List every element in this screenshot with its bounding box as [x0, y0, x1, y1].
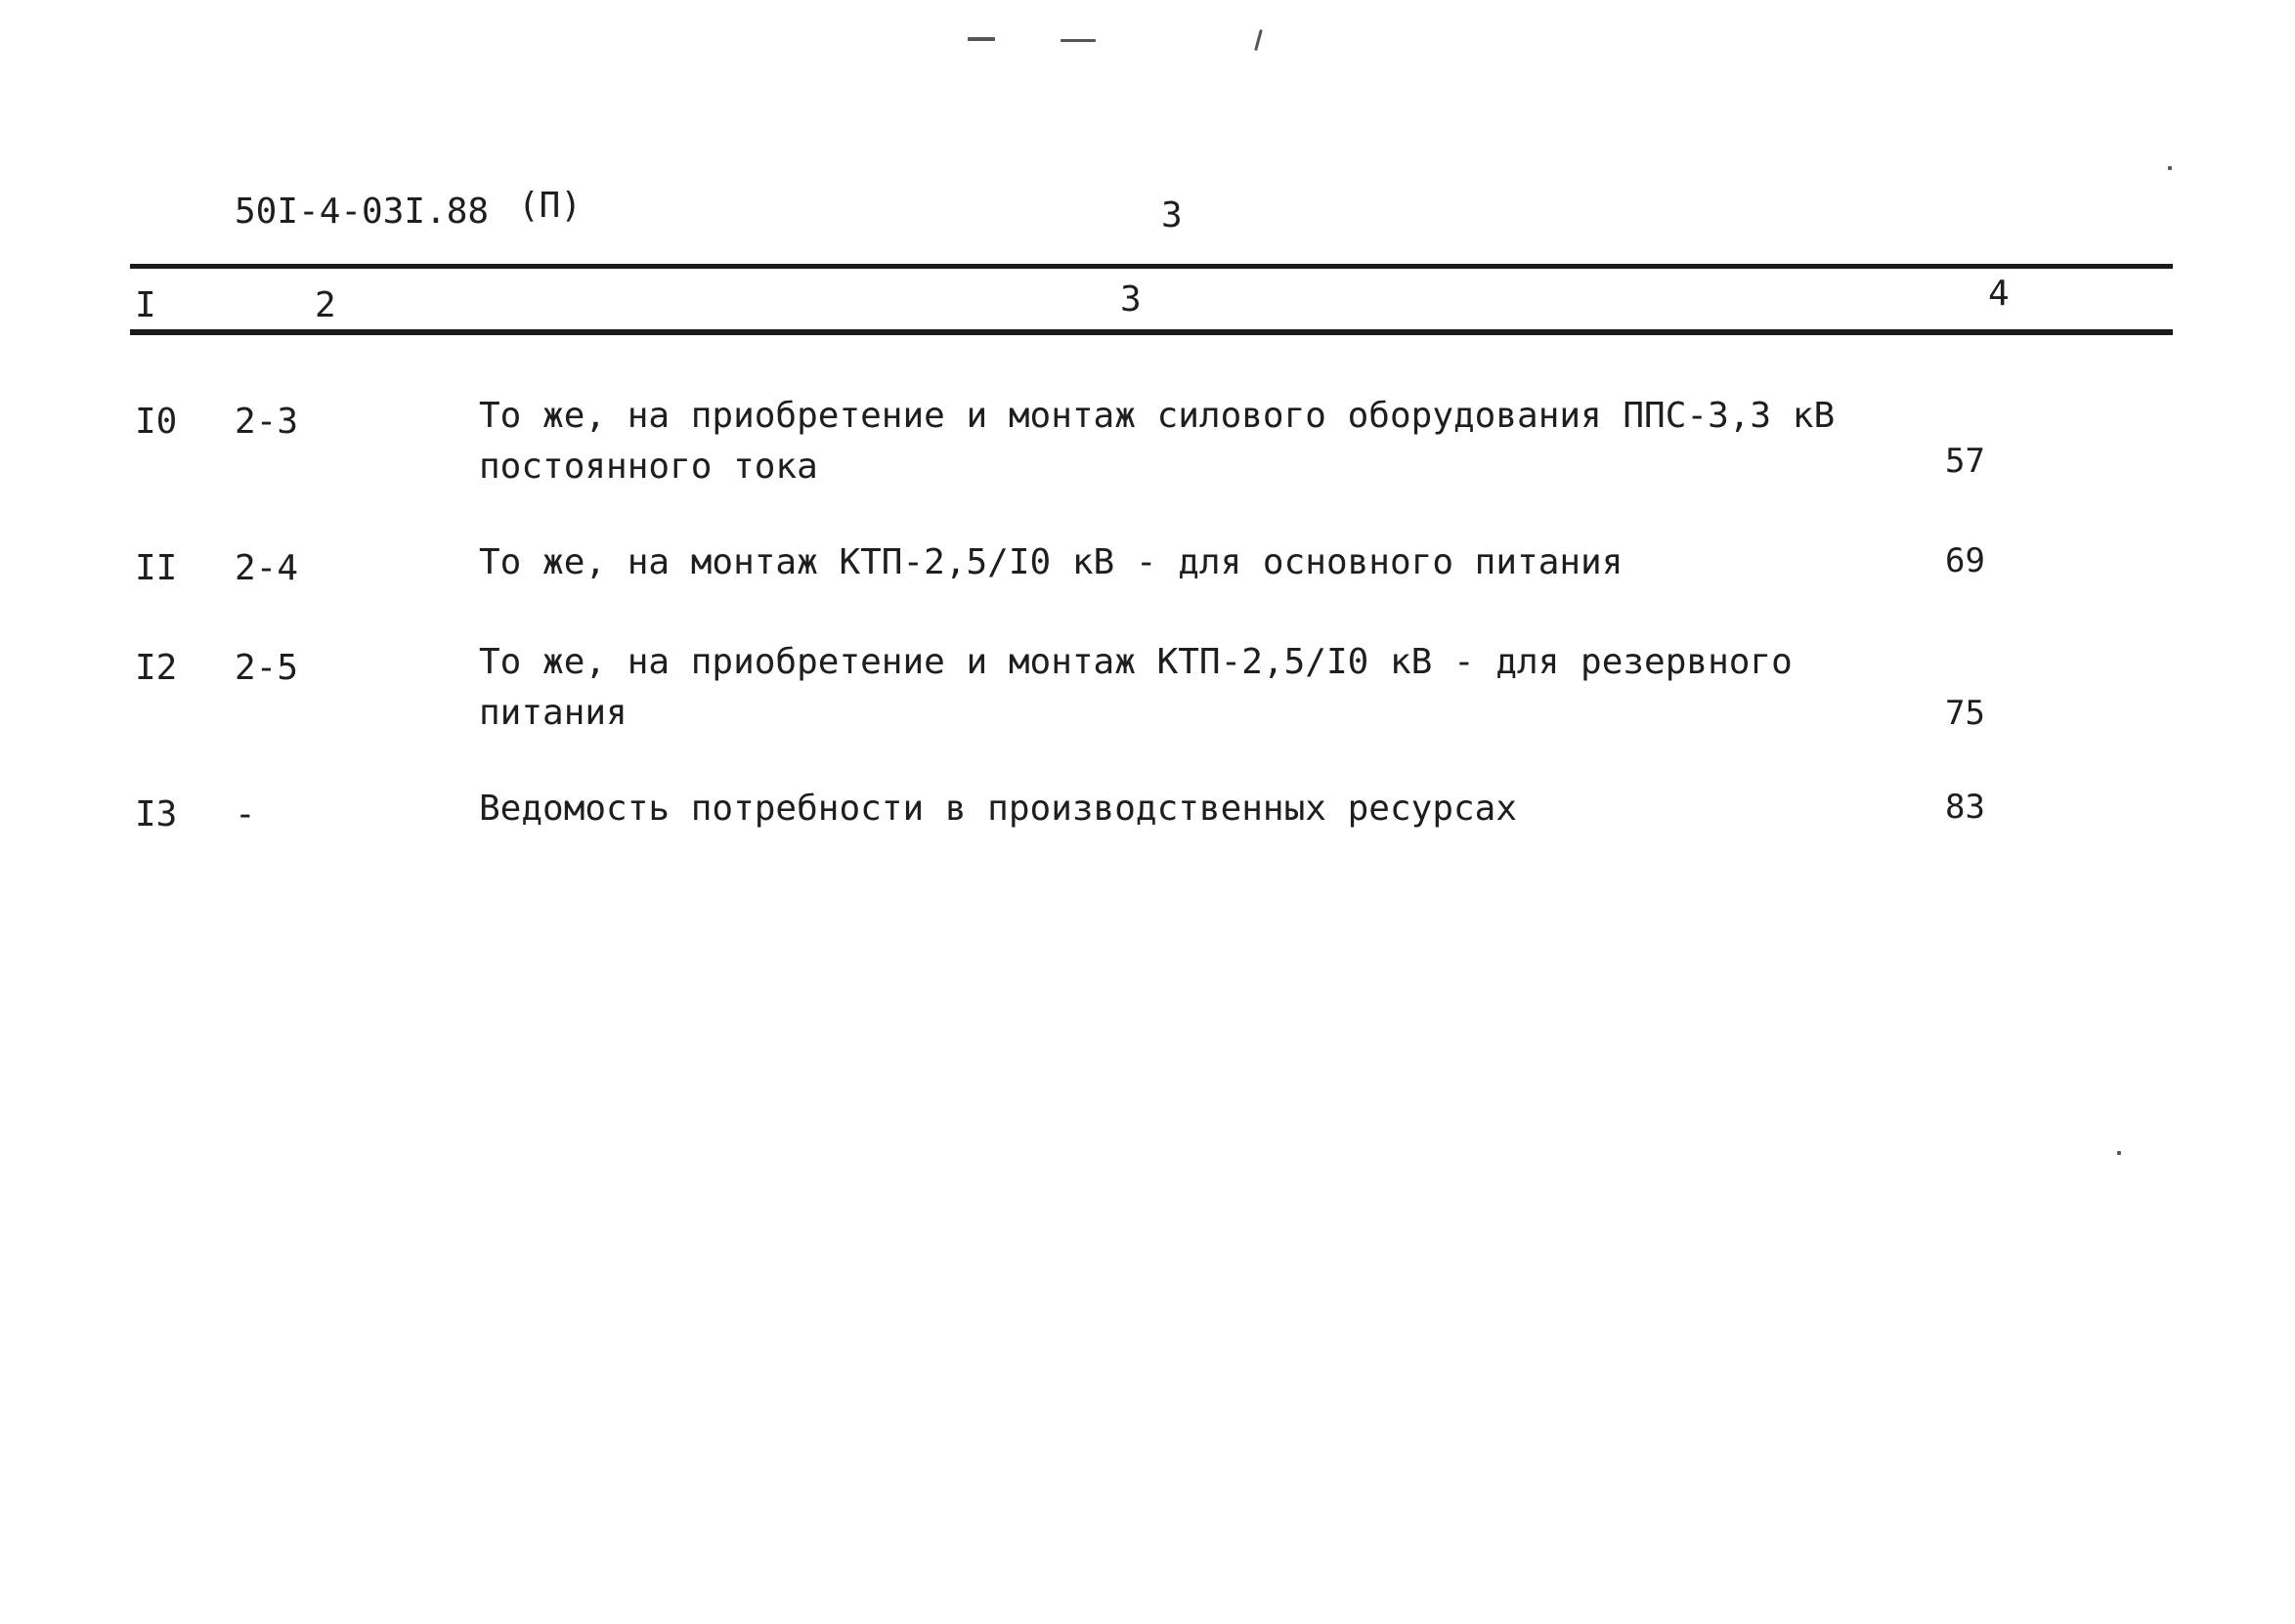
row-reference: 2-4: [235, 548, 299, 588]
description-line: То же, на приобретение и монтаж силового оборудования ППС-3,3 кВ: [479, 396, 1836, 436]
row-description: [479, 537, 1867, 588]
table-header-rule: [130, 329, 2173, 335]
description-line: постоянного тока: [479, 447, 818, 487]
column-header-3: 3: [1120, 279, 1142, 320]
scan-mark: [968, 37, 995, 41]
column-header-1: I: [135, 285, 156, 325]
row-number: I2: [135, 648, 178, 688]
scan-mark: [1254, 29, 1263, 51]
row-number: II: [135, 548, 178, 588]
column-header-4: 4: [1988, 274, 2010, 314]
table-top-rule: [130, 264, 2173, 269]
row-reference: 2-5: [235, 648, 299, 688]
row-page: 69: [1945, 541, 1985, 580]
row-description: [479, 784, 1867, 834]
document-code: 50I-4-03I.88: [235, 192, 490, 232]
document-part: (П): [518, 186, 583, 226]
description-line: питания: [479, 693, 628, 733]
row-page: 83: [1945, 788, 1985, 827]
description-line: То же, на приобретение и монтаж КТП-2,5/I0 кВ - для резервного: [479, 642, 1793, 682]
row-page: 75: [1945, 694, 1985, 733]
row-reference: -: [235, 794, 256, 834]
sheet-number: 3: [1161, 195, 1183, 235]
row-description: [479, 637, 1867, 739]
row-reference: 2-3: [235, 402, 299, 442]
scan-mark: [2117, 1151, 2121, 1155]
column-header-2: 2: [315, 285, 336, 325]
description-line: Ведомость потребности в производственных ресурсах: [479, 789, 1518, 829]
scan-mark: [1061, 39, 1096, 42]
scan-mark: [2168, 166, 2172, 170]
row-description: [479, 391, 1867, 492]
row-number: I0: [135, 402, 178, 442]
description-line: То же, на монтаж КТП-2,5/I0 кВ - для основного питания: [479, 542, 1624, 582]
row-number: I3: [135, 794, 178, 834]
row-page: 57: [1945, 442, 1985, 481]
